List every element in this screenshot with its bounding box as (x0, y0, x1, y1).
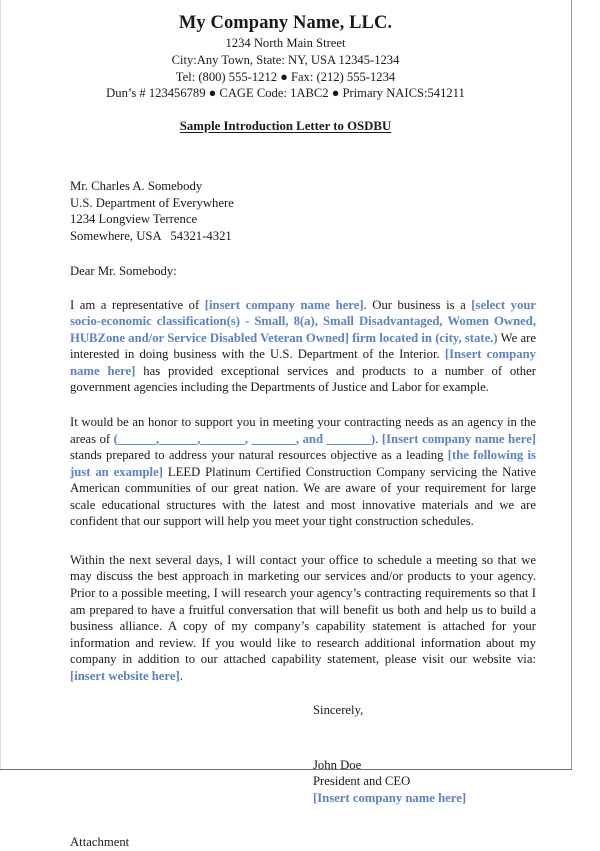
recipient-address-block (70, 178, 536, 244)
para1-segment-4: has provided exceptional services and products to a number of other government agencies including the Departments of Justice and Labor for example. (70, 363, 537, 395)
letterhead (0, 12, 571, 102)
para1-segment-3: We are interested in doing business with the U.S. Department of the Interior. (70, 330, 536, 362)
placeholder-socioeconomic-classification[interactable]: [select your socio-economic classification(s) - Small, 8(a), Small Disadvantaged, Women Owned, HUBZone and/or Service Disabled Veteran Owned] firm located in (city, state.) (70, 297, 537, 345)
letter-body (70, 178, 536, 851)
letterhead-phone-fax: Tel: (800) 555-1212 ● Fax: (212) 555-1234 (175, 69, 396, 84)
signature-block (70, 757, 536, 807)
attachment-notation: Attachment (70, 835, 130, 850)
recipient-city-state-zip: Somewhere, USA 54321-4321 (70, 228, 232, 243)
para3-segment-1: Within the next several days, I will contact your office to schedule a meeting so that we may discuss the best approach in marketing our services and/or products to your agency. Prior to a possible meeting, I will research your agency’s contracting requirements so that I am prepared to have a fruitful conversation that will benefit us both and help us to build a business alliance. A copy of my company’s capability statement is attached for your information and review. If you would like to research additional information about my company in addition to our attached capability statement, please visit our website via: (70, 552, 536, 667)
placeholder-company-name-2[interactable]: [Insert company name here] (70, 347, 536, 378)
placeholder-company-name-1[interactable]: [insert company name here] (204, 297, 364, 312)
salutation: Dear Mr. Somebody: (70, 264, 177, 279)
page-border-right (571, 0, 572, 770)
recipient-name: Mr. Charles A. Somebody (70, 179, 203, 194)
recipient-street: 1234 Longview Terrence (70, 212, 198, 227)
recipient-organization: U.S. Department of Everywhere (70, 195, 234, 210)
closing-salutation: Sincerely, (313, 703, 364, 718)
letterhead-city-state: City:Any Town, State: NY, USA 12345-1234 (171, 52, 400, 67)
placeholder-company-name-4[interactable]: [Insert company name here] (313, 790, 467, 805)
para2-segment-1: It would be an honor to support you in meeting your contracting needs as an agency in the areas of (70, 414, 536, 446)
para2-segment-2: . (375, 431, 382, 446)
letterhead-identifiers: Dun’s # 123456789 ● CAGE Code: 1ABC2 ● Primary NAICS:541211 (106, 86, 465, 101)
body-paragraph-2 (70, 414, 536, 530)
placeholder-company-name-3[interactable]: [Insert company name here] (381, 431, 536, 446)
para3-segment-2: . (179, 668, 183, 683)
para2-segment-4: LEED Platinum Certified Construction Company servicing the Native American communities of our great nation. We are aware of your requirement for large scale educational structures with the latest and most innovative materials and we are confident that our support will help you meet your tight construction schedules. (70, 464, 537, 529)
body-paragraph-3 (70, 552, 536, 685)
company-name: My Company Name, LLC. (178, 13, 393, 33)
para1-segment-1: I am a representative of (70, 297, 205, 312)
signer-title: President and CEO (313, 774, 411, 789)
signer-name: John Doe (313, 757, 362, 772)
para1-segment-2: . Our business is a (363, 297, 472, 312)
body-paragraph-1 (70, 297, 536, 396)
placeholder-website[interactable]: [insert website here] (70, 668, 180, 683)
letterhead-street: 1234 North Main Street (225, 36, 346, 51)
letter-title: Sample Introduction Letter to OSDBU (179, 119, 392, 134)
placeholder-example-note[interactable]: [the following is just an example] (70, 448, 536, 479)
para2-segment-3: stands prepared to address your natural resources objective as a leading (70, 448, 448, 463)
placeholder-service-areas-blanks[interactable]: (______,______,_______, _______, and _______) (113, 431, 376, 446)
